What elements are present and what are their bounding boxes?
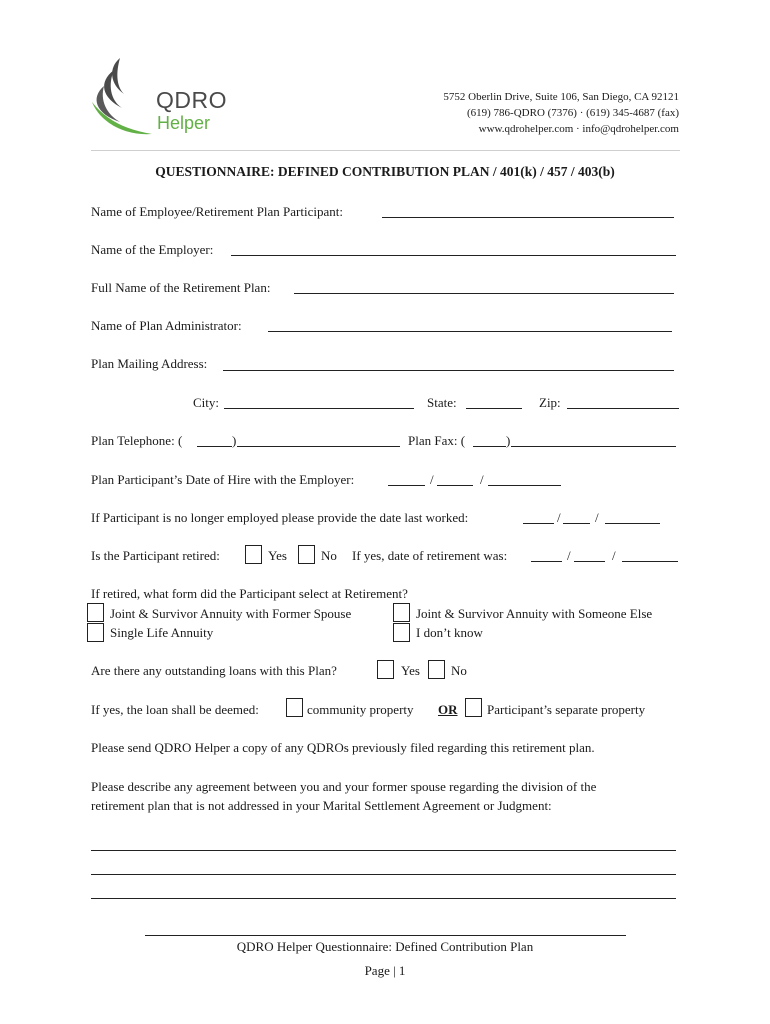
contact-address: 5752 Oberlin Drive, Suite 106, San Diego, CA 92121 — [443, 91, 679, 103]
hire-date-label: Plan Participant’s Date of Hire with the Employer: — [91, 472, 355, 487]
company-logo — [90, 56, 240, 140]
option-single-life-checkbox[interactable] — [87, 623, 104, 642]
footer-title: QDRO Helper Questionnaire: Defined Contribution Plan — [236, 939, 534, 954]
administrator-field[interactable] — [268, 331, 672, 332]
plan-name-label: Full Name of the Retirement Plan: — [91, 280, 271, 295]
option-dont-know-checkbox[interactable] — [393, 623, 410, 642]
option-js-former-spouse-label: Joint & Survivor Annuity with Former Spouse — [110, 606, 352, 621]
footer-divider — [145, 935, 626, 936]
retired-question: Is the Participant retired: — [91, 548, 220, 563]
employer-field[interactable] — [231, 255, 676, 256]
retired-no-checkbox[interactable] — [298, 545, 315, 564]
hire-slash-1: / — [430, 472, 434, 487]
describe-answer-line-1[interactable] — [91, 850, 676, 851]
retired-no-label: No — [321, 548, 337, 563]
community-property-label: community property — [307, 702, 414, 717]
contact-phones: (619) 786-QDRO (7376) · (619) 345-4687 (fax) — [466, 107, 679, 119]
fax-label: Plan Fax: ( — [408, 433, 466, 448]
header-divider — [91, 150, 680, 151]
option-js-someone-else-label: Joint & Survivor Annuity with Someone Else — [416, 606, 653, 621]
option-dont-know-label: I don’t know — [416, 625, 483, 640]
retirement-year-field[interactable] — [622, 561, 678, 562]
or-label: OR — [438, 702, 458, 717]
describe-answer-line-3[interactable] — [91, 898, 676, 899]
community-property-checkbox[interactable] — [286, 698, 303, 717]
page-number: Page | 1 — [364, 963, 406, 978]
fax-number-field[interactable] — [511, 446, 676, 447]
retirement-slash-2: / — [612, 548, 616, 563]
describe-line-1: Please describe any agreement between you and your former spouse regarding the division of the — [91, 779, 597, 794]
separate-property-label: Participant’s separate property — [487, 702, 646, 717]
last-worked-year-field[interactable] — [605, 523, 660, 524]
loans-no-checkbox[interactable] — [428, 660, 445, 679]
mailing-label: Plan Mailing Address: — [91, 356, 208, 371]
send-note: Please send QDRO Helper a copy of any QDROs previously filed regarding this retirement plan. — [91, 740, 595, 755]
employer-label: Name of the Employer: — [91, 242, 214, 257]
last-worked-label: If Participant is no longer employed please provide the date last worked: — [91, 510, 469, 525]
telephone-number-field[interactable] — [237, 446, 400, 447]
fax-area-field[interactable] — [473, 446, 506, 447]
city-field[interactable] — [224, 408, 414, 409]
logo-name-helper: Helper — [157, 113, 211, 133]
state-label: State: — [427, 395, 457, 410]
participant-label: Name of Employee/Retirement Plan Participant: — [91, 204, 343, 219]
last-worked-slash-1: / — [557, 510, 561, 525]
telephone-label: Plan Telephone: ( — [91, 433, 183, 448]
loans-no-label: No — [451, 663, 467, 678]
hire-slash-2: / — [480, 472, 484, 487]
zip-field[interactable] — [567, 408, 679, 409]
loan-deemed-label: If yes, the loan shall be deemed: — [91, 702, 259, 717]
hire-month-field[interactable] — [388, 485, 425, 486]
retired-yes-label: Yes — [268, 548, 287, 563]
last-worked-slash-2: / — [595, 510, 599, 525]
hire-year-field[interactable] — [488, 485, 561, 486]
logo-name-qdro: QDRO — [156, 87, 227, 113]
describe-line-2: retirement plan that is not addressed in your Marital Settlement Agreement or Judgment: — [91, 798, 552, 813]
city-label: City: — [193, 395, 220, 410]
form-question: If retired, what form did the Participant select at Retirement? — [91, 586, 408, 601]
last-worked-day-field[interactable] — [563, 523, 590, 524]
contact-web: www.qdrohelper.com · info@qdrohelper.com — [478, 123, 679, 135]
participant-field[interactable] — [382, 217, 674, 218]
retirement-month-field[interactable] — [531, 561, 562, 562]
fax-close-paren: ) — [506, 433, 511, 448]
zip-label: Zip: — [539, 395, 561, 410]
option-js-former-spouse-checkbox[interactable] — [87, 603, 104, 622]
option-js-someone-else-checkbox[interactable] — [393, 603, 410, 622]
page-title: QUESTIONNAIRE: DEFINED CONTRIBUTION PLAN / 401(k) / 457 / 403(b) — [155, 164, 615, 179]
state-field[interactable] — [466, 408, 522, 409]
retirement-day-field[interactable] — [574, 561, 605, 562]
telephone-close-paren: ) — [232, 433, 237, 448]
retirement-slash-1: / — [567, 548, 571, 563]
plan-name-field[interactable] — [294, 293, 674, 294]
mailing-field[interactable] — [223, 370, 674, 371]
telephone-area-field[interactable] — [197, 446, 232, 447]
last-worked-month-field[interactable] — [523, 523, 554, 524]
hire-day-field[interactable] — [437, 485, 473, 486]
retirement-date-label: If yes, date of retirement was: — [352, 548, 508, 563]
separate-property-checkbox[interactable] — [465, 698, 482, 717]
option-single-life-label: Single Life Annuity — [110, 625, 214, 640]
describe-answer-line-2[interactable] — [91, 874, 676, 875]
loans-question: Are there any outstanding loans with this Plan? — [91, 663, 337, 678]
loans-yes-label: Yes — [401, 663, 420, 678]
logo-swoosh-icon — [90, 56, 154, 138]
administrator-label: Name of Plan Administrator: — [91, 318, 242, 333]
retired-yes-checkbox[interactable] — [245, 545, 262, 564]
loans-yes-checkbox[interactable] — [377, 660, 394, 679]
